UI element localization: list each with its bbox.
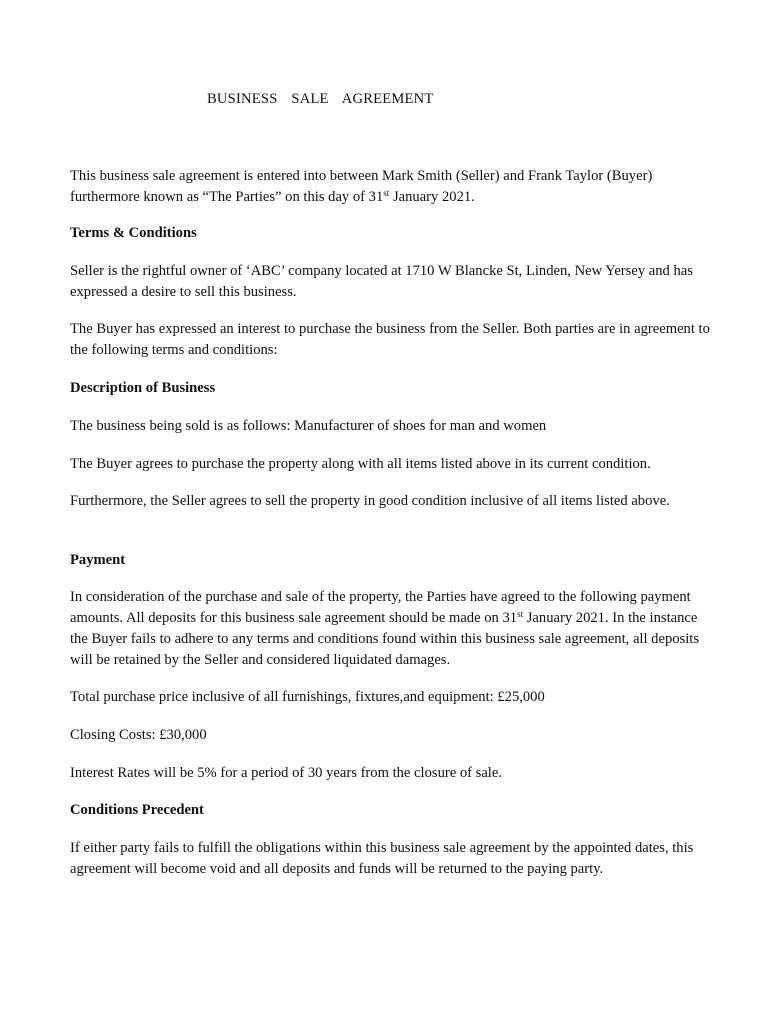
payment-paragraph-1 <box>70 587 710 671</box>
closing-costs-line: Closing Costs: £30,000 <box>70 727 207 743</box>
payment-text: In consideration of the purchase and sale of the property, the Parties have agreed to the following payment amounts. All deposits for this business sale agreement should be made on 31 <box>70 589 691 626</box>
interest-rates-line: Interest Rates will be 5% for a period of 30 years from the closure of sale. <box>70 765 502 781</box>
description-paragraph-2: The Buyer agrees to purchase the property along with all items listed above in its current condition. <box>70 456 651 472</box>
payment-heading: Payment <box>70 552 126 568</box>
intro-text: This business sale agreement is entered into between Mark Smith (Seller) and Frank Taylor (Buyer) furthermore known as “The Parties” on this day of 31 <box>70 168 653 205</box>
terms-paragraph-2: The Buyer has expressed an interest to purchase the business from the Seller. Both parties are in agreement to the following terms and conditions: <box>70 321 710 358</box>
payment-text-end: January 2021. In the instance the Buyer fails to adhere to any terms and conditions found within this business sale agreement, all deposits will be retained by the Seller and considered liquidated damages. <box>70 610 700 668</box>
conditions-paragraph-1: If either party fails to fulfill the obligations within this business sale agreement by the appointed dates, this agreement will become void and all deposits and funds will be returned to the paying party. <box>70 840 694 877</box>
description-heading: Description of Business <box>70 380 216 396</box>
document-title: BUSINESS SALE AGREEMENT <box>207 91 434 107</box>
terms-heading: Terms & Conditions <box>70 225 197 241</box>
intro-paragraph <box>70 166 710 208</box>
payment-ordinal-suffix: st <box>517 609 524 619</box>
intro-text-end: January 2021. <box>389 189 475 205</box>
description-paragraph-1: The business being sold is as follows: Manufacturer of shoes for man and women <box>70 418 547 434</box>
terms-paragraph-1: Seller is the rightful owner of ‘ABC’ company located at 1710 W Blancke St, Linden, New Yersey and has expressed a desire to sell this business. <box>70 263 693 300</box>
description-paragraph-3: Furthermore, the Seller agrees to sell the property in good condition inclusive of all items listed above. <box>70 493 670 509</box>
intro-ordinal-suffix: st <box>383 188 390 198</box>
conditions-heading: Conditions Precedent <box>70 802 204 818</box>
purchase-price-line: Total purchase price inclusive of all furnishings, fixtures,and equipment: £25,000 <box>70 689 545 705</box>
